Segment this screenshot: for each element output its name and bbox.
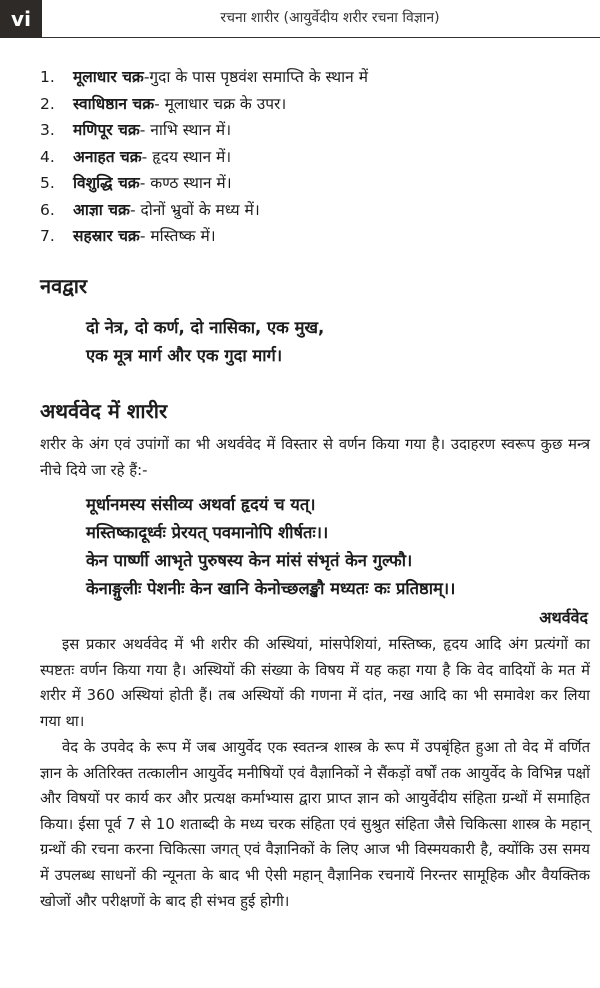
chakra-desc: - नाभि स्थान में। [139,121,232,139]
page-number: vi [0,0,42,38]
navadvar-line: दो नेत्र, दो कर्ण, दो नासिका, एक मुख, [86,318,325,337]
navadvar-heading: नवद्वार [40,274,88,298]
navadvar-line: एक मूत्र मार्ग और एक गुदा मार्ग। [86,346,283,365]
list-number: 3. [40,121,55,139]
chakra-desc: - हृदय स्थान में। [141,147,232,166]
list-item [40,144,580,171]
verse-block [86,491,455,603]
list-number: 7. [40,227,55,245]
chakra-desc: - दोनों भ्रुवों के मध्य में। [129,200,260,219]
list-number: 4. [40,147,55,166]
chakra-desc: - मस्तिष्क में। [139,227,216,245]
list-number: 6. [40,200,55,219]
list-item [40,170,580,197]
chakra-desc: -गुदा के पास पृष्ठवंश समाप्ति के स्थान में [143,68,368,86]
running-title: रचना शारीर (आयुर्वेदीय शरीर रचना विज्ञान) [220,10,440,26]
list-item [40,197,580,224]
intro-paragraph: शरीर के अंग एवं उपांगों का भी अथर्ववेद में विस्तार से वर्णन किया गया है। उदाहरण स्वरूप कुछ मन्त्र नीचे दिये जा रहे हैं:- [40,436,590,479]
chakra-name: स्वाधिष्ठान चक्र [73,94,155,113]
verse-source: अथर्ववेद [539,608,588,627]
verse-line: केन पार्ष्णी आभृते पुरुषस्य केन मांसं संभृतं केन गुल्फौ। [86,551,413,570]
list-item [40,64,580,91]
chakra-name: विशुद्धि चक्र [73,174,140,192]
atharvaveda-heading: अथर्ववेद में शारीर [40,399,168,423]
chakra-name: मूलाधार चक्र [73,68,144,86]
list-item [40,117,580,144]
chakra-desc: - मूलाधार चक्र के उपर। [154,94,287,113]
list-number: 5. [40,174,55,192]
list-number: 2. [40,94,55,113]
chakra-list [40,64,580,250]
header-rule [42,37,600,38]
verse-line: मस्तिष्कादूर्ध्वः प्रेरयत् पवमानोपि शीर्षतः।। [86,523,329,542]
list-item [40,91,580,118]
chakra-name: मणिपूर चक्र [73,121,140,139]
chakra-name: सहस्रार चक्र [73,227,140,245]
navadvar-list [86,314,324,370]
verse-line: केनाङ्गुलीः पेशनीः केन खानि केनोच्छलङ्खौ मध्यतः कः प्रतिष्ठाम्।। [86,579,456,598]
body-paragraph-2: वेद के उपवेद के रूप में जब आयुर्वेद एक स्वतन्त्र शास्त्र के रूप में उपबृंहित हुआ तो वेद में वर्णित ज्ञान के अतिरिक्त तत्कालीन आयुर्वेद मनीषियों एवं वैज्ञानिकों ने सैंकड़ों वर्षों तक आयुर्वेद के विभिन्न पक्षों और विषयों पर कार्य कर और प्रत्यक्ष कर्माभ्यास द्वारा प्राप्त ज्ञान को आयुर्वेदीय संहिता ग्रन्थों में समाहित किया। ईसा पूर्व 7 से 10 शताब्दी के मध्य चरक संहिता एवं सुश्रुत संहिता जैसे चिकित्सा शास्त्र के महान् ग्रन्थों की रचना करना चिकित्सा जगत् एवं वैज्ञानिकों के लिए आज भी विस्मयकारी है, क्योंकि उस समय में उपलब्ध साधनों की न्यूनता के बाद भी ऐसी महान् वैज्ञानिक रचनायें निरन्तर सामूहिक और वैयक्तिक खोजों और परीक्षणों के बाद ही संभव हुई होगी। [40,739,590,910]
body-paragraph-1: इस प्रकार अथर्ववेद में भी शरीर की अस्थियां, मांसपेशियां, मस्तिष्क, हृदय आदि अंग प्रत्यंगों का स्पष्टतः वर्णन किया गया है। अस्थियों की संख्या के विषय में यह कहा गया है कि वेद वादियों के मत में शरीर में 360 अस्थियां होती हैं। तब अस्थियों की गणना में दांत, नख आदि का भी समावेश कर लिया गया था। [40,636,590,730]
chakra-name: अनाहत चक्र [73,147,142,166]
verse-line: मूर्धानमस्य संसीव्य अथर्वा हृदयं च यत्। [86,495,316,514]
chakra-name: आज्ञा चक्र [73,200,130,219]
page-header [0,0,600,40]
chakra-desc: - कण्ठ स्थान में। [139,174,232,192]
list-number: 1. [40,68,55,86]
list-item [40,223,580,250]
